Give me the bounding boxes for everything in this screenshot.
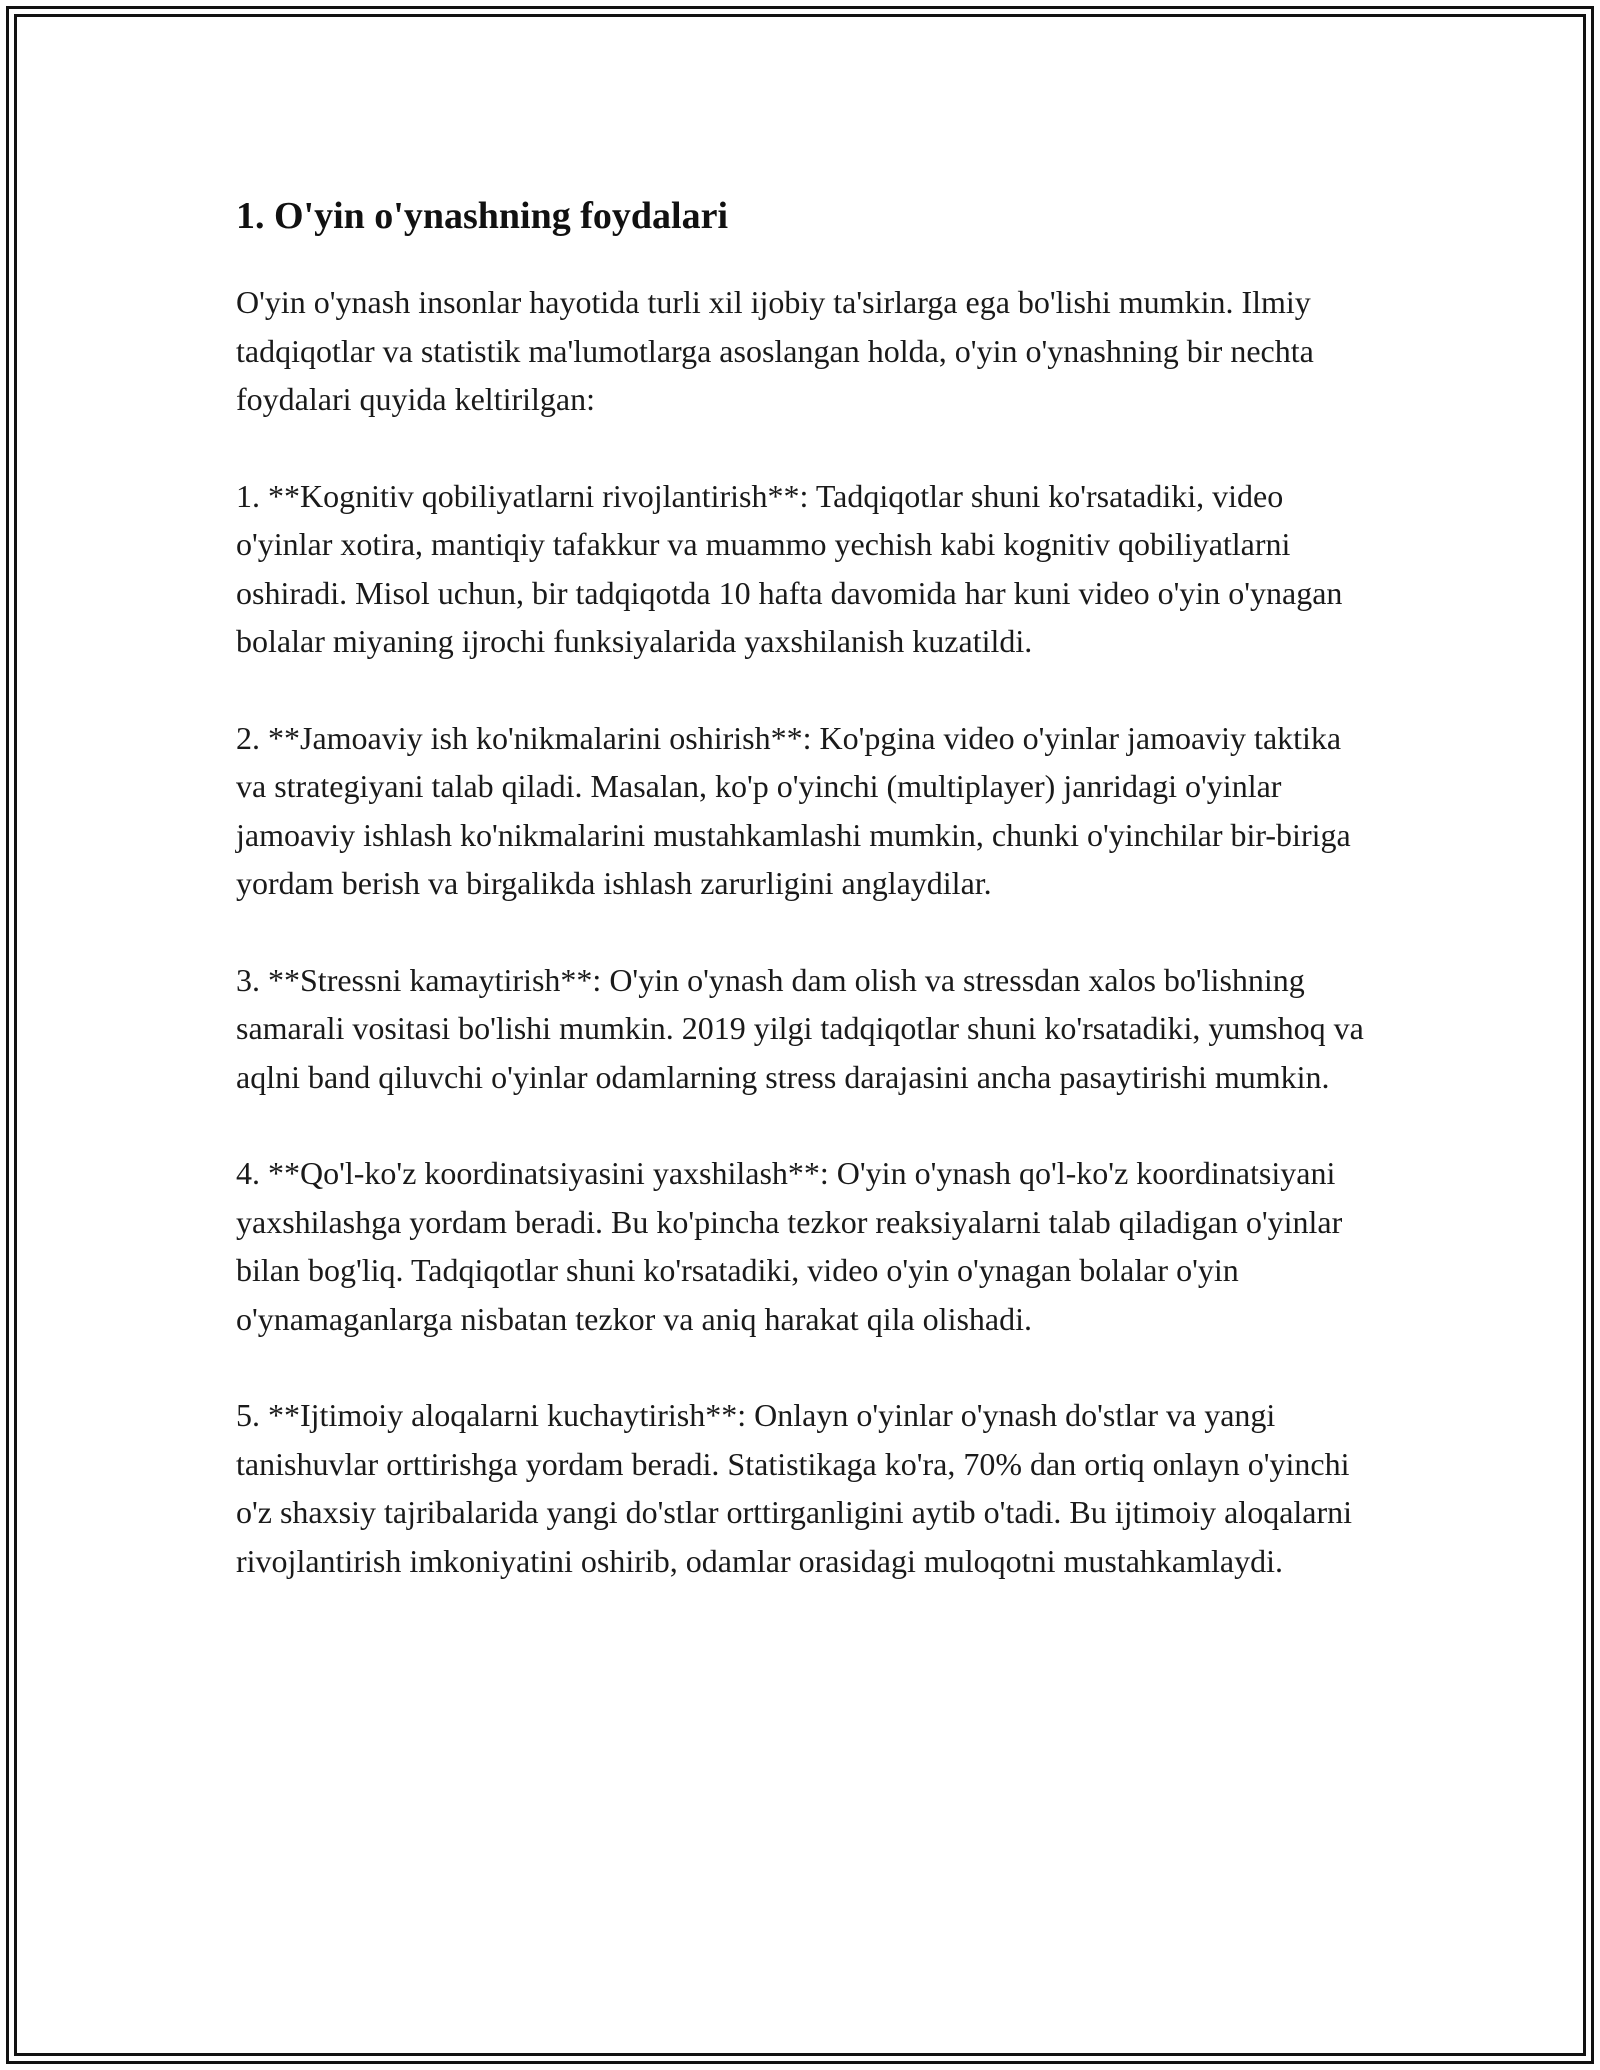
list-item-stress: 3. **Stressni kamaytirish**: O'yin o'ynash dam olish va stressdan xalos bo'lishning samarali vositasi bo'lishi mumkin. 2019 yilgi tadqiqotlar shuni ko'rsatadiki, yumshoq va aqlni band qiluvchi o'yinlar odamlarning stress darajasini ancha pasaytirishi mumkin.: [236, 961, 1364, 1095]
list-item-coordination: 4. **Qo'l-ko'z koordinatsiyasini yaxshilash**: O'yin o'ynash qo'l-ko'z koordinatsiyani yaxshilashga yordam beradi. Bu ko'pincha tezkor reaksiyalarni talab qiladigan o'yinlar bilan bog'liq. Tadqiqotlar shuni ko'rsatadiki, video o'yin o'ynagan bolalar o'yin o'ynamaganlarga nisbatan tezkor va aniq harakat qila olishadi.: [236, 1155, 1343, 1337]
list-item-teamwork: 2. **Jamoaviy ish ko'nikmalarini oshirish**: Ko'pgina video o'yinlar jamoaviy taktika va strategiyani talab qiladi. Masalan, ko'p o'yinchi (multiplayer) janridagi o'yinlar jamoaviy ishlash ko'nikmalarini mustahkamlashi mumkin, chunki o'yinchilar bir-biriga yordam berish va birgalikda ishlash zarurligini anglaydilar.: [236, 719, 1351, 901]
list-item-cognitive: 1. **Kognitiv qobiliyatlarni rivojlantirish**: Tadqiqotlar shuni ko'rsatadiki, video o'yinlar xotira, mantiqiy tafakkur va muammo yechish kabi kognitiv qobiliyatlarni oshiradi. Misol uchun, bir tadqiqotda 10 hafta davomida har kuni video o'yin o'ynagan bolalar miyaning ijrochi funksiyalarida yaxshilanish kuzatildi.: [236, 477, 1343, 659]
document-body: [236, 188, 1366, 1633]
list-item-social: 5. **Ijtimoiy aloqalarni kuchaytirish**: Onlayn o'yinlar o'ynash do'stlar va yangi tanishuvlar orttirishga yordam beradi. Statistikaga ko'ra, 70% dan ortiq onlayn o'yinchi o'z shaxsiy tajribalarida yangi do'stlar orttirganligini aytib o'tadi. Bu ijtimoiy aloqalarni rivojlantirish imkoniyatini oshirib, odamlar orasidagi muloqotni mustahkamlaydi.: [236, 1397, 1353, 1579]
intro-paragraph: O'yin o'ynash insonlar hayotida turli xil ijobiy ta'sirlarga ega bo'lishi mumkin. Ilmiy tadqiqotlar va statistik ma'lumotlarga asoslangan holda, o'yin o'ynashning bir nechta foydalari quyida keltirilgan:: [236, 284, 1314, 417]
section-heading: 1. O'yin o'ynashning foydalari: [236, 195, 729, 237]
